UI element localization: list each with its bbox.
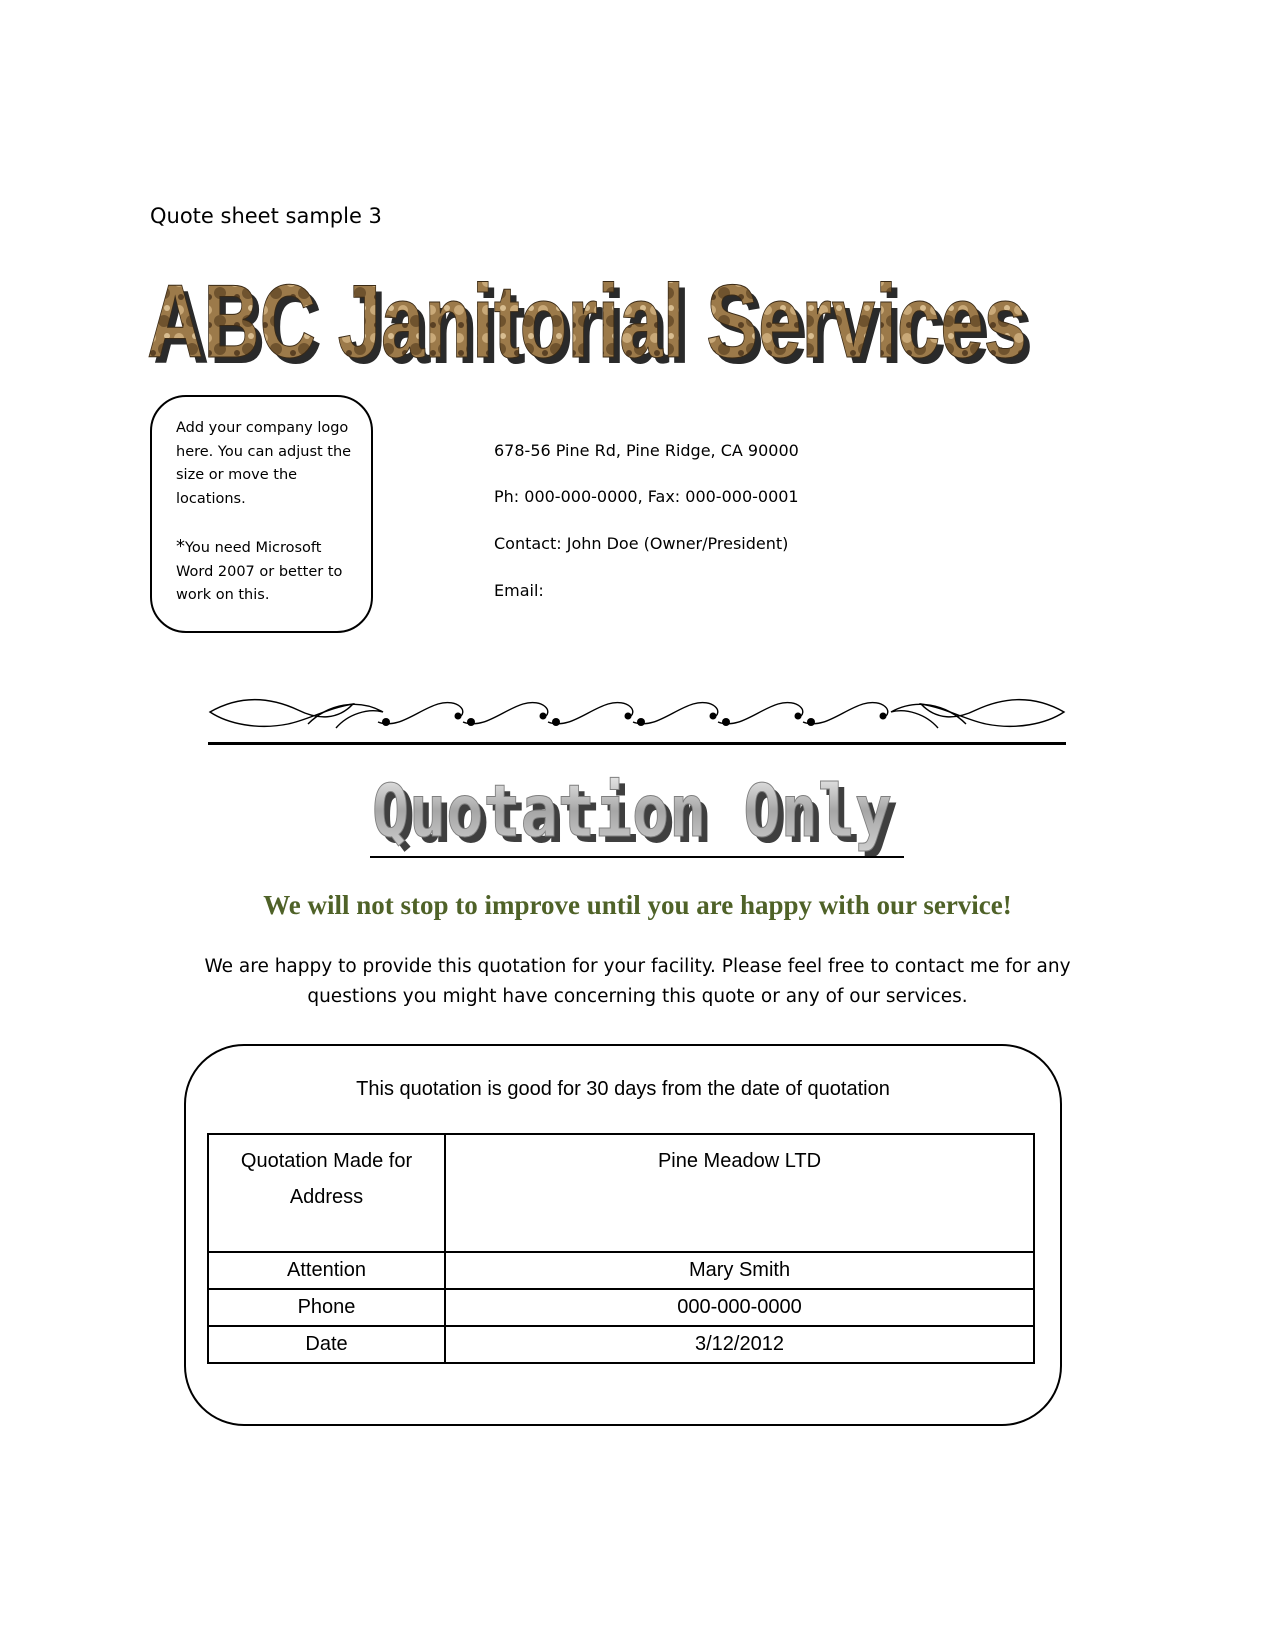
attention-value: Mary Smith xyxy=(445,1252,1034,1289)
email-line: Email: xyxy=(494,581,544,600)
quotation-heading-shadow: Quotation Only xyxy=(378,775,898,859)
quotation-heading-text: Quotation Only xyxy=(372,769,892,853)
company-title-shadow: ABC Janitorial Services xyxy=(153,275,1033,385)
phone-value: 000-000-0000 xyxy=(445,1289,1034,1326)
date-value: 3/12/2012 xyxy=(445,1326,1034,1363)
table-row xyxy=(208,1289,1034,1326)
heading-underline xyxy=(370,856,904,858)
logo-placeholder-box xyxy=(150,395,373,633)
address-line: 678-56 Pine Rd, Pine Ridge, CA 90000 xyxy=(494,441,799,460)
contact-person-line: Contact: John Doe (Owner/President) xyxy=(494,534,789,553)
quotation-details-table xyxy=(207,1133,1035,1364)
quotation-heading xyxy=(370,768,910,860)
logo-requirement xyxy=(176,535,355,608)
made-for-value: Pine Meadow LTD xyxy=(445,1134,1034,1252)
company-title xyxy=(145,275,1080,385)
flourish-divider-ornament xyxy=(208,690,1066,736)
date-label: Date xyxy=(208,1326,445,1363)
horizontal-divider xyxy=(208,742,1066,745)
intro-paragraph: We are happy to provide this quotation for your facility. Please feel free to contact me for any questions you might have concerning this quote or any of our services. xyxy=(204,956,1071,1007)
logo-requirement-text: You need Microsoft Word 2007 or better to work on this. xyxy=(176,540,343,603)
logo-instructions: Add your company logo here. You can adjust the size or move the locations. xyxy=(176,420,352,507)
made-for-label: Quotation Made for Address xyxy=(208,1134,445,1252)
table-row xyxy=(208,1134,1034,1252)
phone-label: Phone xyxy=(208,1289,445,1326)
company-title-text: ABC Janitorial Services xyxy=(147,275,1027,380)
attention-label: Attention xyxy=(208,1252,445,1289)
validity-note: This quotation is good for 30 days from the date of quotation xyxy=(356,1078,890,1100)
asterisk-mark: * xyxy=(176,536,185,557)
table-row xyxy=(208,1252,1034,1289)
table-row xyxy=(208,1326,1034,1363)
sample-label: Quote sheet sample 3 xyxy=(150,204,382,228)
phone-fax-line: Ph: 000-000-0000, Fax: 000-000-0001 xyxy=(494,487,799,506)
slogan: We will not stop to improve until you are happy with our service! xyxy=(263,890,1012,920)
